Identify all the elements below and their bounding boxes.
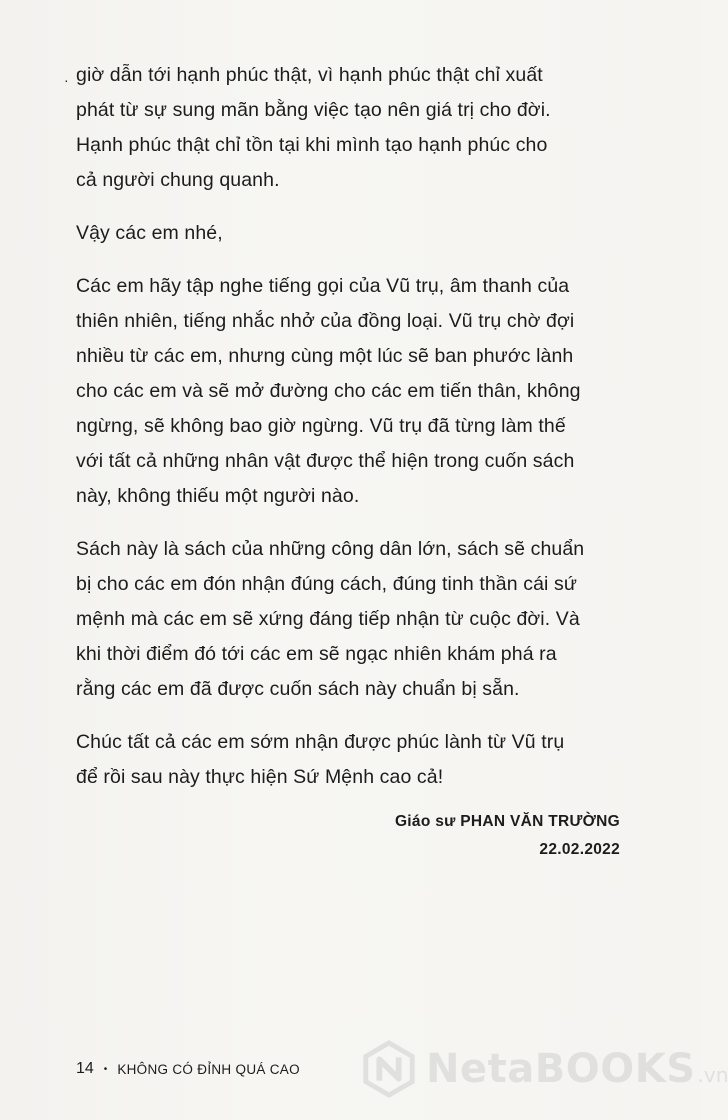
text-line: Chúc tất cả các em sớm nhận được phúc lành từ Vũ trụ [76, 731, 565, 753]
text-line: mệnh mà các em sẽ xứng đáng tiếp nhận từ cuộc đời. Và [76, 608, 580, 630]
text-line: này, không thiếu một người nào. [76, 485, 360, 507]
watermark [360, 1040, 728, 1098]
text-line: Hạnh phúc thật chỉ tồn tại khi mình tạo hạnh phúc cho [76, 134, 548, 156]
text-line: với tất cả những nhân vật được thể hiện trong cuốn sách [76, 450, 575, 472]
watermark-text: NetaBOOKS [426, 1046, 696, 1092]
text-line: bị cho các em đón nhận đúng cách, đúng tinh thần cái sứ [76, 573, 577, 595]
text-line: ngừng, sẽ không bao giờ ngừng. Vũ trụ đã từng làm thế [76, 415, 566, 437]
text-line: nhiều từ các em, nhưng cùng một lúc sẽ ban phước lành [76, 345, 574, 367]
paragraph-5 [76, 725, 624, 795]
text-line: Sách này là sách của những công dân lớn, sách sẽ chuẩn [76, 538, 585, 560]
text-line: cả người chung quanh. [76, 169, 280, 191]
text-line: để rồi sau này thực hiện Sứ Mệnh cao cả! [76, 766, 444, 788]
signature-block [395, 808, 620, 864]
signature-date: 22.02.2022 [539, 841, 620, 858]
paragraph-4 [76, 532, 624, 707]
text-line: Các em hãy tập nghe tiếng gọi của Vũ trụ, âm thanh của [76, 275, 570, 297]
paragraph-1 [76, 58, 624, 198]
body-text [76, 58, 624, 795]
paragraph-3 [76, 269, 624, 514]
text-line: rằng các em đã được cuốn sách này chuẩn bị sẵn. [76, 678, 520, 700]
page-number: 14 [76, 1060, 94, 1077]
text-line: thiên nhiên, tiếng nhắc nhở của đồng loại. Vũ trụ chờ đợi [76, 310, 575, 332]
margin-mark: · [64, 72, 69, 88]
netabooks-logo-icon [360, 1040, 418, 1098]
page-footer [76, 1060, 300, 1078]
text-line: giờ dẫn tới hạnh phúc thật, vì hạnh phúc thật chỉ xuất [76, 64, 543, 86]
author-name: Giáo sư PHAN VĂN TRƯỜNG [394, 813, 620, 830]
running-title: KHÔNG CÓ ĐỈNH QUÁ CAO [117, 1061, 300, 1077]
text-line: phát từ sự sung mãn bằng việc tạo nên giá trị cho đời. [76, 99, 551, 121]
text-line: khi thời điểm đó tới các em sẽ ngạc nhiên khám phá ra [76, 643, 557, 665]
text-line: Vậy các em nhé, [76, 222, 223, 244]
watermark-suffix: .vn [697, 1063, 728, 1087]
paragraph-2 [76, 216, 624, 251]
text-line: cho các em và sẽ mở đường cho các em tiến thân, không [76, 380, 581, 402]
footer-bullet: • [103, 1063, 108, 1075]
